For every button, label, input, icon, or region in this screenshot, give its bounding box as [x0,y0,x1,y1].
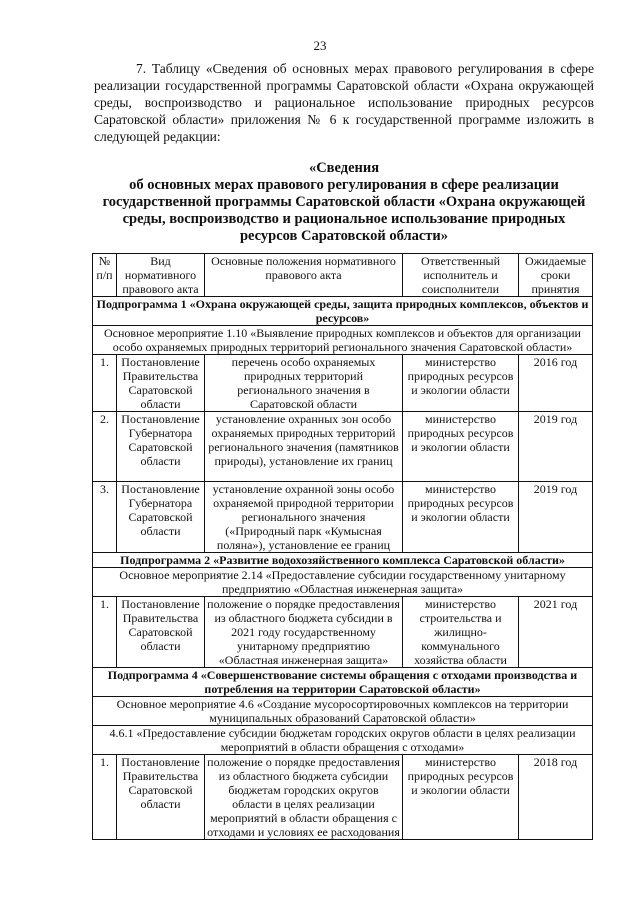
row-num: 2. [93,412,117,482]
row-provision: перечень особо охраняемых природных территорий регионального значения в Саратовской области [205,355,403,412]
measure-2-14: Основное мероприятие 2.14 «Предоставление субсидии государственному унитарному предприятию «Областная инженерная защита» [93,568,593,597]
subprogram-row [93,553,593,568]
table-row [93,755,593,840]
subprogram-row [93,297,593,326]
row-doc-type: Постановление Правительства Саратовской области [117,355,205,412]
table-row [93,482,593,553]
row-num: 1. [93,597,117,668]
row-provision: установление охранной зоны особо охраняемой природной территории регионального значения («Природный парк «Кумысная поляна»), установление ее границ [205,482,403,553]
row-provision: установление охранных зон особо охраняемых природных территорий регионального значения (памятников природы), установление их границ [205,412,403,482]
row-num: 1. [93,355,117,412]
table-row [93,597,593,668]
document-heading [94,160,594,245]
measure-row [93,697,593,726]
heading-line-1: «Сведения [308,160,380,176]
row-doc-type: Постановление Правительства Саратовской области [117,597,205,668]
row-date: 2021 год [519,597,593,668]
row-num: 1. [93,755,117,840]
measure-row [93,326,593,355]
subprogram-2: Подпрограмма 2 «Развитие водохозяйственного комплекса Саратовской области» [93,553,593,568]
row-responsible: министерство строительства и жилищно-коммунального хозяйства области [403,597,519,668]
measure-row [93,568,593,597]
page-number: 23 [313,38,327,53]
subprogram-row [93,668,593,697]
heading-line-2: об основных мерах правового регулирования в сфере реализации государственной программы Саратовской области «Охрана окружающей среды, воспроизводство и рациональное использование природных ресурсов Саратовской области» [102,177,586,244]
header-dates: Ожидаемые сроки принятия [519,254,593,297]
table-row [93,412,593,482]
row-num: 3. [93,482,117,553]
row-date: 2016 год [519,355,593,412]
row-date: 2018 год [519,755,593,840]
row-responsible: министерство природных ресурсов и экологии области [403,482,519,553]
subprogram-1: Подпрограмма 1 «Охрана окружающей среды, защита природных комплексов, объектов и ресурсов» [93,297,593,326]
header-doc-type: Вид нормативного правового акта [117,254,205,297]
measure-4-6-1: 4.6.1 «Предоставление субсидии бюджетам городских округов области в целях реализации мероприятий в области обращения с отходами» [93,726,593,755]
measure-4-6: Основное мероприятие 4.6 «Создание мусоросортировочных комплексов на территории муниципальных образований Саратовской области» [93,697,593,726]
row-provision: положение о порядке предоставления из областного бюджета субсидии в 2021 году государственному унитарному предприятию «Областная инженерная защита» [205,597,403,668]
row-responsible: министерство природных ресурсов и экологии области [403,755,519,840]
measures-table [92,253,593,840]
table-header-row [93,254,593,297]
row-doc-type: Постановление Губернатора Саратовской области [117,482,205,553]
intro-paragraph: 7. Таблицу «Сведения об основных мерах правового регулирования в сфере реализации государственной программы Саратовской области «Охрана окружающей среды, воспроизводство и рациональное использование природных ресурсов Саратовской области» приложения № 6 к государственной программе изложить в следующей редакции: [94,61,594,144]
header-num: № п/п [93,254,117,297]
row-date: 2019 год [519,482,593,553]
measure-1-10: Основное мероприятие 1.10 «Выявление природных комплексов и объектов для организации особо охраняемых природных территорий регионального значения Саратовской области» [93,326,593,355]
header-responsible: Ответственный исполнитель и соисполнители [403,254,519,297]
measure-row [93,726,593,755]
table-row [93,355,593,412]
row-date: 2019 год [519,412,593,482]
row-doc-type: Постановление Правительства Саратовской области [117,755,205,840]
row-responsible: министерство природных ресурсов и экологии области [403,355,519,412]
row-responsible: министерство природных ресурсов и экологии области [403,412,519,482]
subprogram-4: Подпрограмма 4 «Совершенствование системы обращения с отходами производства и потребления на территории Саратовской области» [93,668,593,697]
row-provision: положение о порядке предоставления из областного бюджета субсидии бюджетам городских округов области в целях реализации мероприятий в области обращения с отходами и условиях ее расходования [205,755,403,840]
header-provisions: Основные положения нормативного правового акта [205,254,403,297]
row-doc-type: Постановление Губернатора Саратовской области [117,412,205,482]
